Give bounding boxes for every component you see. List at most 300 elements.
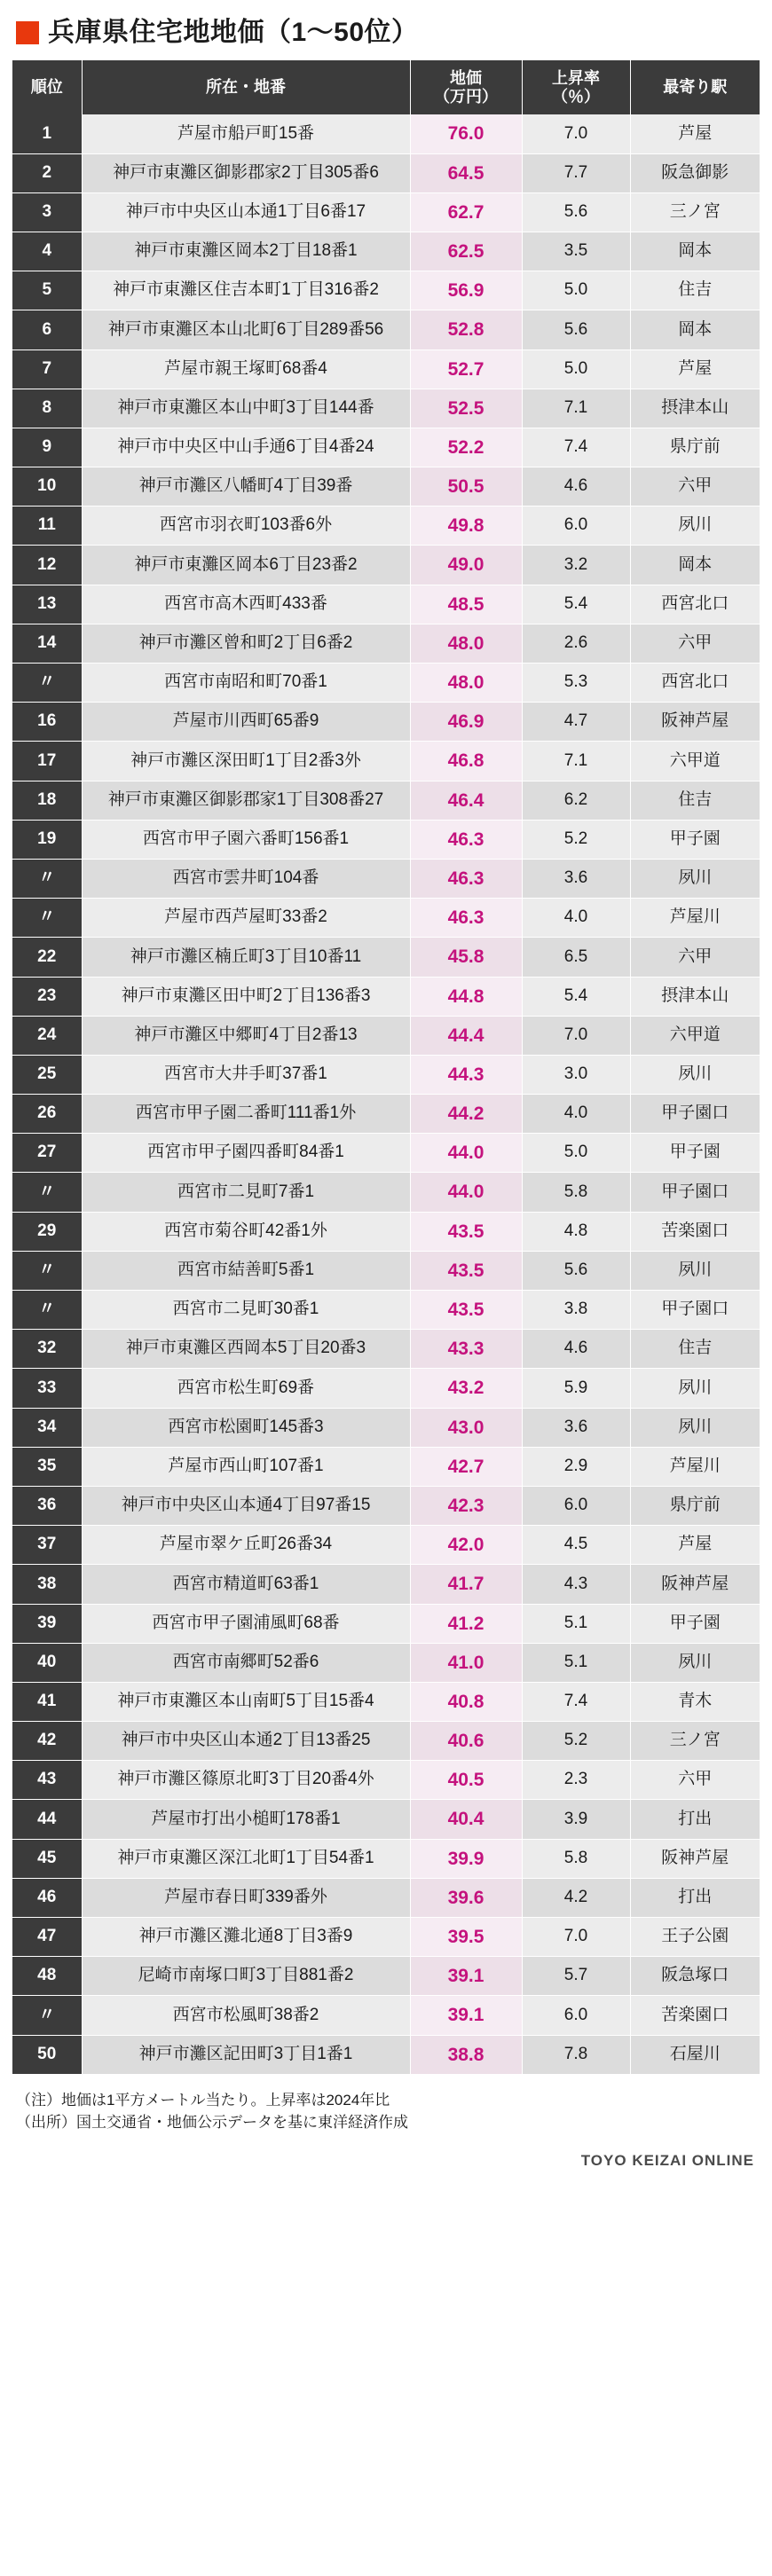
cell-address: 西宮市結善町5番1 bbox=[82, 1251, 410, 1290]
table-row bbox=[12, 2035, 760, 2074]
column-header-price-line2: （万円） bbox=[434, 87, 498, 106]
cell-address: 神戸市東灘区岡本6丁目23番2 bbox=[82, 546, 410, 585]
cell-price: 52.8 bbox=[410, 310, 522, 349]
cell-price: 46.4 bbox=[410, 781, 522, 820]
cell-price: 41.2 bbox=[410, 1604, 522, 1643]
cell-address: 神戸市中央区山本通4丁目97番15 bbox=[82, 1486, 410, 1525]
table-row bbox=[12, 1173, 760, 1212]
cell-price: 52.7 bbox=[410, 349, 522, 389]
cell-address: 芦屋市船戸町15番 bbox=[82, 114, 410, 153]
cell-rate: 7.8 bbox=[522, 2035, 630, 2074]
table-row bbox=[12, 1369, 760, 1408]
table-row bbox=[12, 938, 760, 977]
page-title bbox=[0, 0, 772, 60]
table-row bbox=[12, 1722, 760, 1761]
cell-rate: 7.0 bbox=[522, 114, 630, 153]
column-header-rank: 順位 bbox=[12, 60, 82, 114]
cell-station: 芦屋川 bbox=[630, 1447, 760, 1486]
cell-address: 神戸市灘区八幡町4丁目39番 bbox=[82, 467, 410, 507]
table-row bbox=[12, 1212, 760, 1251]
cell-station: 打出 bbox=[630, 1800, 760, 1839]
cell-rate: 3.0 bbox=[522, 1055, 630, 1094]
cell-rate: 4.7 bbox=[522, 703, 630, 742]
cell-price: 40.4 bbox=[410, 1800, 522, 1839]
cell-address: 西宮市大井手町37番1 bbox=[82, 1055, 410, 1094]
cell-rate: 7.4 bbox=[522, 1682, 630, 1721]
cell-rank: 4 bbox=[12, 232, 82, 271]
cell-station: 岡本 bbox=[630, 310, 760, 349]
table-header bbox=[12, 60, 760, 114]
cell-rank: 27 bbox=[12, 1134, 82, 1173]
cell-price: 48.0 bbox=[410, 664, 522, 703]
column-header-rate-line2: （％） bbox=[552, 87, 600, 106]
cell-station: 石屋川 bbox=[630, 2035, 760, 2074]
table-row bbox=[12, 153, 760, 192]
cell-station: 県庁前 bbox=[630, 1486, 760, 1525]
table-row bbox=[12, 1330, 760, 1369]
cell-rank: 50 bbox=[12, 2035, 82, 2074]
cell-station: 県庁前 bbox=[630, 428, 760, 467]
cell-rank: 34 bbox=[12, 1408, 82, 1447]
cell-rank: 41 bbox=[12, 1682, 82, 1721]
cell-price: 39.5 bbox=[410, 1918, 522, 1957]
cell-rank: 19 bbox=[12, 820, 82, 859]
cell-address: 芦屋市打出小槌町178番1 bbox=[82, 1800, 410, 1839]
table-row bbox=[12, 1486, 760, 1525]
cell-rate: 4.3 bbox=[522, 1565, 630, 1604]
cell-rank: 48 bbox=[12, 1957, 82, 1996]
cell-address: 神戸市東灘区深江北町1丁目54番1 bbox=[82, 1839, 410, 1878]
table-row bbox=[12, 1055, 760, 1094]
cell-rank: 3 bbox=[12, 192, 82, 232]
toyo-keizai-logo: TOYO KEIZAI ONLINE bbox=[580, 2151, 754, 2169]
cell-address: 西宮市甲子園浦風町68番 bbox=[82, 1604, 410, 1643]
cell-rank: 14 bbox=[12, 624, 82, 663]
cell-address: 西宮市甲子園二番町111番1外 bbox=[82, 1095, 410, 1134]
cell-address: 神戸市灘区篠原北町3丁目20番4外 bbox=[82, 1761, 410, 1800]
cell-address: 神戸市灘区深田町1丁目2番3外 bbox=[82, 742, 410, 781]
cell-rank: 7 bbox=[12, 349, 82, 389]
cell-price: 44.4 bbox=[410, 1016, 522, 1055]
cell-price: 41.7 bbox=[410, 1565, 522, 1604]
cell-rank: 45 bbox=[12, 1839, 82, 1878]
table-row bbox=[12, 742, 760, 781]
cell-station: 芦屋 bbox=[630, 349, 760, 389]
cell-rank: 1 bbox=[12, 114, 82, 153]
cell-station: 夙川 bbox=[630, 1251, 760, 1290]
cell-address: 神戸市中央区山本通1丁目6番17 bbox=[82, 192, 410, 232]
cell-station: 芦屋 bbox=[630, 1526, 760, 1565]
cell-price: 52.2 bbox=[410, 428, 522, 467]
cell-address: 神戸市中央区中山手通6丁目4番24 bbox=[82, 428, 410, 467]
cell-rate: 7.0 bbox=[522, 1918, 630, 1957]
cell-rank: 42 bbox=[12, 1722, 82, 1761]
cell-rank: 29 bbox=[12, 1212, 82, 1251]
table-row bbox=[12, 546, 760, 585]
cell-address: 神戸市灘区灘北通8丁目3番9 bbox=[82, 1918, 410, 1957]
cell-price: 44.8 bbox=[410, 977, 522, 1016]
cell-station: 三ノ宮 bbox=[630, 1722, 760, 1761]
cell-rank: 〃 bbox=[12, 1996, 82, 2035]
table-row bbox=[12, 428, 760, 467]
cell-rate: 4.5 bbox=[522, 1526, 630, 1565]
table-row bbox=[12, 1251, 760, 1290]
cell-station: 摂津本山 bbox=[630, 977, 760, 1016]
cell-rate: 4.8 bbox=[522, 1212, 630, 1251]
cell-rate: 5.3 bbox=[522, 664, 630, 703]
cell-station: 夙川 bbox=[630, 859, 760, 898]
table-row bbox=[12, 114, 760, 153]
cell-rank: 23 bbox=[12, 977, 82, 1016]
cell-address: 西宮市雲井町104番 bbox=[82, 859, 410, 898]
cell-rate: 5.6 bbox=[522, 192, 630, 232]
cell-price: 38.8 bbox=[410, 2035, 522, 2074]
title-accent-mark bbox=[16, 21, 39, 44]
table-row bbox=[12, 271, 760, 310]
cell-price: 42.0 bbox=[410, 1526, 522, 1565]
cell-rank: 〃 bbox=[12, 859, 82, 898]
cell-station: 住吉 bbox=[630, 1330, 760, 1369]
cell-station: 王子公園 bbox=[630, 1918, 760, 1957]
cell-address: 神戸市東灘区住吉本町1丁目316番2 bbox=[82, 271, 410, 310]
notes-block bbox=[0, 2075, 772, 2140]
cell-rank: 5 bbox=[12, 271, 82, 310]
cell-address: 神戸市東灘区御影郡家2丁目305番6 bbox=[82, 153, 410, 192]
cell-price: 43.0 bbox=[410, 1408, 522, 1447]
cell-price: 46.3 bbox=[410, 899, 522, 938]
cell-address: 西宮市羽衣町103番6外 bbox=[82, 507, 410, 546]
table-row bbox=[12, 899, 760, 938]
cell-price: 44.0 bbox=[410, 1134, 522, 1173]
cell-price: 42.3 bbox=[410, 1486, 522, 1525]
cell-address: 神戸市中央区山本通2丁目13番25 bbox=[82, 1722, 410, 1761]
cell-rank: 〃 bbox=[12, 1251, 82, 1290]
cell-rate: 7.0 bbox=[522, 1016, 630, 1055]
cell-rank: 46 bbox=[12, 1878, 82, 1917]
cell-station: 岡本 bbox=[630, 546, 760, 585]
note-line-1: （注）地価は1平方メートル当たり。上昇率は2024年比 bbox=[16, 2091, 390, 2109]
cell-station: 芦屋 bbox=[630, 114, 760, 153]
cell-address: 芦屋市翠ケ丘町26番34 bbox=[82, 1526, 410, 1565]
cell-rank: 12 bbox=[12, 546, 82, 585]
table-row bbox=[12, 977, 760, 1016]
cell-station: 苦楽園口 bbox=[630, 1996, 760, 2035]
table-row bbox=[12, 192, 760, 232]
cell-address: 西宮市甲子園四番町84番1 bbox=[82, 1134, 410, 1173]
footer bbox=[0, 2140, 772, 2186]
cell-station: 青木 bbox=[630, 1682, 760, 1721]
cell-rate: 6.0 bbox=[522, 507, 630, 546]
cell-station: 六甲 bbox=[630, 467, 760, 507]
cell-station: 甲子園 bbox=[630, 1134, 760, 1173]
cell-station: 六甲 bbox=[630, 1761, 760, 1800]
cell-rate: 5.4 bbox=[522, 977, 630, 1016]
column-header-address: 所在・地番 bbox=[82, 60, 410, 114]
cell-address: 神戸市東灘区本山中町3丁目144番 bbox=[82, 389, 410, 428]
cell-station: 甲子園口 bbox=[630, 1173, 760, 1212]
cell-price: 39.1 bbox=[410, 1957, 522, 1996]
table-row bbox=[12, 1996, 760, 2035]
cell-address: 西宮市松生町69番 bbox=[82, 1369, 410, 1408]
cell-station: 甲子園口 bbox=[630, 1291, 760, 1330]
cell-price: 45.8 bbox=[410, 938, 522, 977]
table-row bbox=[12, 1408, 760, 1447]
cell-rate: 5.1 bbox=[522, 1643, 630, 1682]
cell-station: 摂津本山 bbox=[630, 389, 760, 428]
cell-rank: 40 bbox=[12, 1643, 82, 1682]
cell-address: 神戸市灘区中郷町4丁目2番13 bbox=[82, 1016, 410, 1055]
cell-rate: 7.7 bbox=[522, 153, 630, 192]
cell-rate: 6.5 bbox=[522, 938, 630, 977]
table-row bbox=[12, 859, 760, 898]
cell-price: 41.0 bbox=[410, 1643, 522, 1682]
table-row bbox=[12, 1291, 760, 1330]
cell-station: 住吉 bbox=[630, 781, 760, 820]
cell-station: 夙川 bbox=[630, 1055, 760, 1094]
cell-rate: 5.4 bbox=[522, 585, 630, 624]
cell-station: 六甲道 bbox=[630, 742, 760, 781]
cell-station: 六甲道 bbox=[630, 1016, 760, 1055]
cell-rank: 39 bbox=[12, 1604, 82, 1643]
cell-price: 46.3 bbox=[410, 859, 522, 898]
cell-rank: 〃 bbox=[12, 1291, 82, 1330]
cell-rate: 3.2 bbox=[522, 546, 630, 585]
cell-station: 阪急御影 bbox=[630, 153, 760, 192]
cell-rate: 3.9 bbox=[522, 1800, 630, 1839]
cell-address: 芦屋市川西町65番9 bbox=[82, 703, 410, 742]
table-row bbox=[12, 349, 760, 389]
cell-address: 神戸市灘区記田町3丁目1番1 bbox=[82, 2035, 410, 2074]
cell-rate: 2.6 bbox=[522, 624, 630, 663]
table-row bbox=[12, 1800, 760, 1839]
cell-rank: 16 bbox=[12, 703, 82, 742]
cell-rank: 22 bbox=[12, 938, 82, 977]
table-row bbox=[12, 1682, 760, 1721]
cell-address: 西宮市甲子園六番町156番1 bbox=[82, 820, 410, 859]
column-header-rate-line1: 上昇率 bbox=[552, 69, 600, 87]
cell-address: 芦屋市西山町107番1 bbox=[82, 1447, 410, 1486]
cell-price: 46.3 bbox=[410, 820, 522, 859]
cell-rate: 4.6 bbox=[522, 1330, 630, 1369]
cell-station: 阪神芦屋 bbox=[630, 703, 760, 742]
cell-address: 神戸市東灘区西岡本5丁目20番3 bbox=[82, 1330, 410, 1369]
table-row bbox=[12, 1604, 760, 1643]
cell-rank: 24 bbox=[12, 1016, 82, 1055]
cell-rate: 5.0 bbox=[522, 1134, 630, 1173]
cell-rank: 9 bbox=[12, 428, 82, 467]
cell-rate: 7.1 bbox=[522, 389, 630, 428]
cell-rate: 4.2 bbox=[522, 1878, 630, 1917]
cell-station: 甲子園口 bbox=[630, 1095, 760, 1134]
table-row bbox=[12, 664, 760, 703]
cell-price: 48.5 bbox=[410, 585, 522, 624]
cell-rank: 2 bbox=[12, 153, 82, 192]
table-row bbox=[12, 467, 760, 507]
cell-rate: 5.8 bbox=[522, 1839, 630, 1878]
cell-price: 40.5 bbox=[410, 1761, 522, 1800]
cell-rate: 5.2 bbox=[522, 820, 630, 859]
cell-rank: 〃 bbox=[12, 664, 82, 703]
cell-rate: 3.6 bbox=[522, 859, 630, 898]
table-row bbox=[12, 1878, 760, 1917]
cell-rank: 13 bbox=[12, 585, 82, 624]
land-price-ranking-table bbox=[12, 60, 760, 2075]
cell-station: 夙川 bbox=[630, 1408, 760, 1447]
cell-price: 43.5 bbox=[410, 1291, 522, 1330]
cell-station: 住吉 bbox=[630, 271, 760, 310]
cell-address: 西宮市二見町30番1 bbox=[82, 1291, 410, 1330]
cell-rate: 4.0 bbox=[522, 899, 630, 938]
cell-rank: 25 bbox=[12, 1055, 82, 1094]
cell-rank: 26 bbox=[12, 1095, 82, 1134]
table-row bbox=[12, 310, 760, 349]
cell-price: 44.3 bbox=[410, 1055, 522, 1094]
cell-address: 西宮市南郷町52番6 bbox=[82, 1643, 410, 1682]
table-row bbox=[12, 585, 760, 624]
table-row bbox=[12, 1526, 760, 1565]
cell-address: 西宮市菊谷町42番1外 bbox=[82, 1212, 410, 1251]
cell-rate: 5.1 bbox=[522, 1604, 630, 1643]
cell-rate: 4.6 bbox=[522, 467, 630, 507]
cell-rank: 6 bbox=[12, 310, 82, 349]
table-row bbox=[12, 1095, 760, 1134]
cell-rank: 18 bbox=[12, 781, 82, 820]
cell-rate: 5.7 bbox=[522, 1957, 630, 1996]
cell-price: 39.1 bbox=[410, 1996, 522, 2035]
cell-rank: 43 bbox=[12, 1761, 82, 1800]
cell-price: 43.5 bbox=[410, 1251, 522, 1290]
cell-price: 39.9 bbox=[410, 1839, 522, 1878]
cell-address: 西宮市松風町38番2 bbox=[82, 1996, 410, 2035]
cell-address: 芦屋市西芦屋町33番2 bbox=[82, 899, 410, 938]
cell-rate: 2.3 bbox=[522, 1761, 630, 1800]
cell-price: 49.0 bbox=[410, 546, 522, 585]
cell-rate: 5.0 bbox=[522, 271, 630, 310]
cell-station: 夙川 bbox=[630, 1643, 760, 1682]
cell-price: 39.6 bbox=[410, 1878, 522, 1917]
table-row bbox=[12, 389, 760, 428]
cell-station: 阪神芦屋 bbox=[630, 1839, 760, 1878]
cell-rate: 5.8 bbox=[522, 1173, 630, 1212]
cell-rate: 4.0 bbox=[522, 1095, 630, 1134]
cell-station: 夙川 bbox=[630, 1369, 760, 1408]
column-header-station: 最寄り駅 bbox=[630, 60, 760, 114]
cell-address: 西宮市松園町145番3 bbox=[82, 1408, 410, 1447]
table-row bbox=[12, 1643, 760, 1682]
cell-rate: 5.9 bbox=[522, 1369, 630, 1408]
cell-rank: 〃 bbox=[12, 899, 82, 938]
cell-price: 44.0 bbox=[410, 1173, 522, 1212]
table-row bbox=[12, 1957, 760, 1996]
cell-rank: 44 bbox=[12, 1800, 82, 1839]
cell-address: 西宮市二見町7番1 bbox=[82, 1173, 410, 1212]
table-row bbox=[12, 703, 760, 742]
table-row bbox=[12, 1839, 760, 1878]
cell-price: 40.6 bbox=[410, 1722, 522, 1761]
cell-address: 神戸市東灘区本山北町6丁目289番56 bbox=[82, 310, 410, 349]
cell-rate: 2.9 bbox=[522, 1447, 630, 1486]
cell-rank: 35 bbox=[12, 1447, 82, 1486]
table-row bbox=[12, 624, 760, 663]
cell-station: 六甲 bbox=[630, 624, 760, 663]
cell-price: 48.0 bbox=[410, 624, 522, 663]
cell-rate: 7.4 bbox=[522, 428, 630, 467]
cell-rank: 11 bbox=[12, 507, 82, 546]
cell-station: 西宮北口 bbox=[630, 664, 760, 703]
cell-address: 神戸市東灘区田中町2丁目136番3 bbox=[82, 977, 410, 1016]
cell-price: 46.9 bbox=[410, 703, 522, 742]
cell-rate: 3.5 bbox=[522, 232, 630, 271]
cell-address: 神戸市灘区楠丘町3丁目10番11 bbox=[82, 938, 410, 977]
table-row bbox=[12, 1761, 760, 1800]
cell-rank: 38 bbox=[12, 1565, 82, 1604]
cell-price: 52.5 bbox=[410, 389, 522, 428]
cell-rank: 32 bbox=[12, 1330, 82, 1369]
cell-price: 44.2 bbox=[410, 1095, 522, 1134]
column-header-rate bbox=[522, 60, 630, 114]
cell-rank: 〃 bbox=[12, 1173, 82, 1212]
cell-station: 打出 bbox=[630, 1878, 760, 1917]
cell-station: 甲子園 bbox=[630, 820, 760, 859]
cell-price: 62.5 bbox=[410, 232, 522, 271]
cell-address: 西宮市南昭和町70番1 bbox=[82, 664, 410, 703]
cell-station: 三ノ宮 bbox=[630, 192, 760, 232]
cell-price: 76.0 bbox=[410, 114, 522, 153]
cell-rate: 6.0 bbox=[522, 1996, 630, 2035]
cell-address: 芦屋市春日町339番外 bbox=[82, 1878, 410, 1917]
rank-table-wrapper bbox=[0, 60, 772, 2075]
table-row bbox=[12, 232, 760, 271]
cell-address: 神戸市東灘区岡本2丁目18番1 bbox=[82, 232, 410, 271]
table-row bbox=[12, 507, 760, 546]
cell-address: 西宮市高木西町433番 bbox=[82, 585, 410, 624]
table-body bbox=[12, 114, 760, 2074]
cell-price: 43.3 bbox=[410, 1330, 522, 1369]
cell-station: 阪神芦屋 bbox=[630, 1565, 760, 1604]
table-row bbox=[12, 820, 760, 859]
column-header-price bbox=[410, 60, 522, 114]
cell-address: 神戸市東灘区本山南町5丁目15番4 bbox=[82, 1682, 410, 1721]
cell-rank: 33 bbox=[12, 1369, 82, 1408]
page-title-text: 兵庫県住宅地地価（1〜50位） bbox=[48, 18, 419, 47]
cell-rate: 6.0 bbox=[522, 1486, 630, 1525]
cell-station: 甲子園 bbox=[630, 1604, 760, 1643]
cell-price: 43.2 bbox=[410, 1369, 522, 1408]
note-line-2: （出所）国土交通省・地価公示データを基に東洋経済作成 bbox=[16, 2114, 408, 2132]
table-row bbox=[12, 1134, 760, 1173]
cell-price: 42.7 bbox=[410, 1447, 522, 1486]
cell-price: 43.5 bbox=[410, 1212, 522, 1251]
cell-rank: 10 bbox=[12, 467, 82, 507]
cell-rate: 3.8 bbox=[522, 1291, 630, 1330]
table-row bbox=[12, 1565, 760, 1604]
table-row bbox=[12, 1016, 760, 1055]
cell-rate: 5.2 bbox=[522, 1722, 630, 1761]
cell-rank: 37 bbox=[12, 1526, 82, 1565]
cell-address: 西宮市精道町63番1 bbox=[82, 1565, 410, 1604]
table-row bbox=[12, 781, 760, 820]
table-row bbox=[12, 1918, 760, 1957]
cell-price: 50.5 bbox=[410, 467, 522, 507]
cell-station: 岡本 bbox=[630, 232, 760, 271]
cell-price: 40.8 bbox=[410, 1682, 522, 1721]
cell-station: 阪急塚口 bbox=[630, 1957, 760, 1996]
table-row bbox=[12, 1447, 760, 1486]
cell-rank: 36 bbox=[12, 1486, 82, 1525]
cell-price: 56.9 bbox=[410, 271, 522, 310]
cell-rate: 3.6 bbox=[522, 1408, 630, 1447]
cell-rank: 17 bbox=[12, 742, 82, 781]
